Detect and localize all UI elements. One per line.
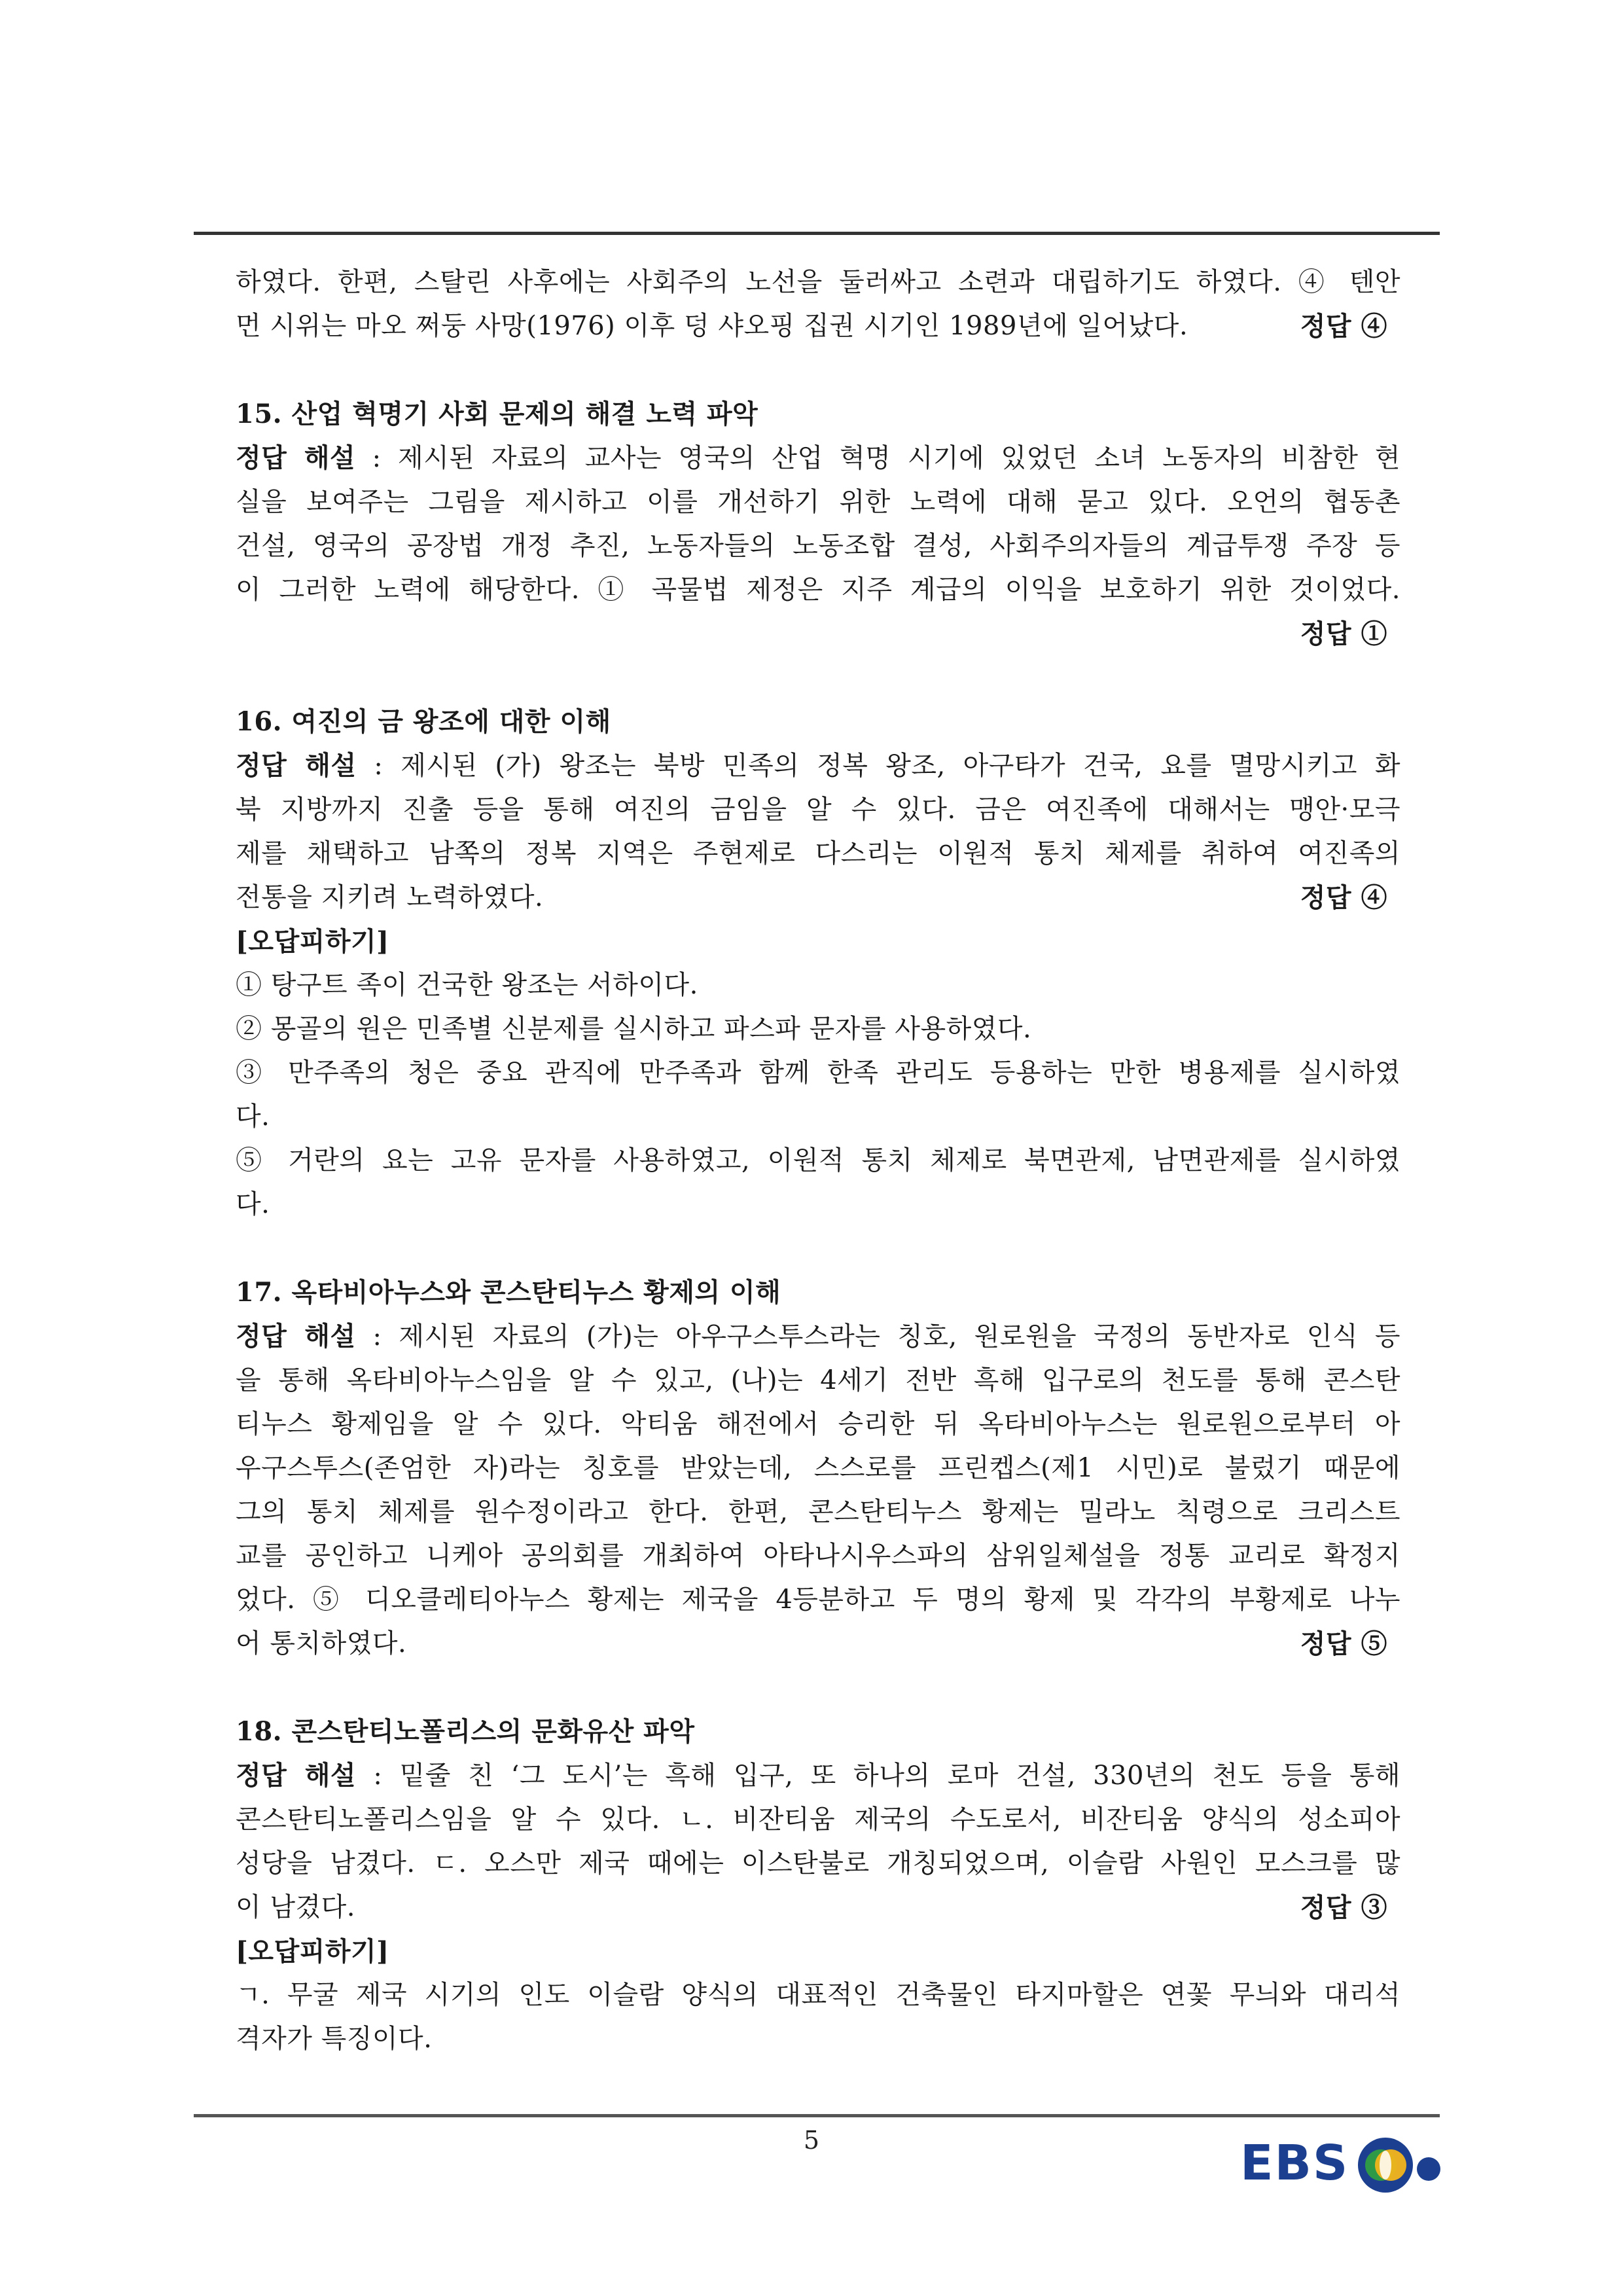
ebs-logo xyxy=(1240,2132,1463,2198)
answer-label: 정답 ① xyxy=(1300,619,1387,649)
text-line: 북 지방까지 진출 등을 통해 여진의 금임을 알 수 있다. 금은 여진족에 대해서는 맹안·모극 xyxy=(236,795,1400,825)
answer-label: 정답 ③ xyxy=(1300,1892,1387,1923)
text-line: 그의 통치 체제를 원수정이라고 한다. 한편, 콘스탄티누스 황제는 밀라노 칙령으로 크리스트 xyxy=(236,1497,1400,1527)
text-line: ③ 만주족의 청은 중요 관직에 만주족과 함께 한족 관리도 등용하는 만한 병용제를 실시하였 xyxy=(236,1058,1400,1088)
text-line: 다. xyxy=(236,1102,270,1132)
text-line: 우구스투스(존엄한 자)라는 칭호를 받았는데, 스스로를 프린켑스(제1 시민)로 불렀기 때문에 xyxy=(236,1453,1400,1483)
text-line: ① 탕구트 족이 건국한 왕조는 서하이다. xyxy=(236,970,698,1000)
text-segment: : 제시된 자료의 (가)는 아우구스투스라는 칭호, 원로원을 국정의 동반자로 인식 등 xyxy=(355,1321,1400,1352)
question-15 xyxy=(236,392,1400,656)
text-line: 티누스 황제임을 알 수 있다. 악티움 해전에서 승리한 뒤 옥타비아누스는 원로원으로부터 아 xyxy=(236,1409,1400,1439)
text-line xyxy=(236,436,1400,480)
text-line: 성당을 남겼다. ㄷ. 오스만 제국 때에는 이스탄불로 개칭되었으며, 이슬람 사원인 모스크를 많 xyxy=(236,1848,1400,1878)
answer-label: 정답 ④ xyxy=(1300,311,1387,342)
text-line-with-answer xyxy=(236,876,1400,920)
document-body xyxy=(236,260,1400,2061)
header-rule xyxy=(194,232,1440,235)
question-18 xyxy=(236,1710,1400,2061)
text-line-with-answer xyxy=(236,304,1400,348)
text-line: 먼 시위는 마오 쩌둥 사망(1976) 이후 덩 샤오핑 집권 시기인 1989년에 일어났다. xyxy=(236,311,1188,341)
answer-explanation-label: 정답 해설 xyxy=(236,442,356,473)
text-line: 제를 채택하고 남쪽의 정복 지역은 주현제로 다스리는 이원적 통치 체제를 취하여 여진족의 xyxy=(236,838,1400,869)
answer-explanation-label: 정답 해설 xyxy=(236,1321,356,1352)
text-line: 이 그러한 노력에 해당한다. ① 곡물법 제정은 지주 계급의 이익을 보호하기 위한 것이었다. xyxy=(236,575,1400,605)
text-line: 격자가 특징이다. xyxy=(236,2024,433,2054)
continuation-block xyxy=(236,260,1400,348)
question-heading: 16. 여진의 금 왕조에 대한 이해 xyxy=(236,706,611,737)
text-segment: : 제시된 자료의 교사는 영국의 산업 혁명 시기에 있었던 소녀 노동자의 비참한 현 xyxy=(355,443,1400,473)
text-line: 어 통치하였다. xyxy=(236,1628,407,1659)
answer-explanation-label: 정답 해설 xyxy=(236,750,357,781)
text-line: ② 몽골의 원은 민족별 신분제를 실시하고 파스파 문자를 사용하였다. xyxy=(236,1014,1032,1044)
text-segment: : 제시된 (가) 왕조는 북방 민족의 정복 왕조, 아구타가 건국, 요를 멸망시키고 화 xyxy=(356,751,1400,781)
text-line: 었다. ⑤ 디오클레티아누스 황제는 제국을 4등분하고 두 명의 황제 및 각각의 부황제로 나누 xyxy=(236,1585,1400,1615)
ebs-logo-mark-icon xyxy=(1351,2132,1463,2198)
text-line: 다. xyxy=(236,1189,270,1219)
question-heading: 15. 산업 혁명기 사회 문제의 해결 노력 파악 xyxy=(236,399,758,429)
text-line xyxy=(236,1753,1400,1798)
text-line-with-answer xyxy=(236,1622,1400,1666)
question-heading: 18. 콘스탄티노폴리스의 문화유산 파악 xyxy=(236,1716,695,1747)
text-line xyxy=(236,1314,1400,1359)
answer-label: 정답 ④ xyxy=(1300,882,1387,913)
text-line: 실을 보여주는 그림을 제시하고 이를 개선하기 위한 노력에 대해 묻고 있다. 오언의 협동촌 xyxy=(236,487,1400,517)
question-heading: 17. 옥타비아누스와 콘스탄티누스 황제의 이해 xyxy=(236,1277,781,1308)
text-line-with-answer xyxy=(236,1886,1400,1929)
answer-label: 정답 ⑤ xyxy=(1300,1628,1387,1659)
text-line: 건설, 영국의 공장법 개정 추진, 노동자들의 노동조합 결성, 사회주의자들의 계급투쟁 주장 등 xyxy=(236,531,1400,561)
text-line: 하였다. 한편, 스탈린 사후에는 사회주의 노선을 둘러싸고 소련과 대립하기도 하였다. ④ 텐안 xyxy=(236,267,1400,297)
text-line: ㄱ. 무굴 제국 시기의 인도 이슬람 양식의 대표적인 건축물인 타지마할은 연꽃 무늬와 대리석 xyxy=(236,1980,1400,2010)
text-segment: : 밑줄 친 ‘그 도시’는 흑해 입구, 또 하나의 로마 건설, 330년의 천도 등을 통해 xyxy=(356,1761,1400,1791)
text-line: ⑤ 거란의 요는 고유 문자를 사용하였고, 이원적 통치 체제로 북면관제, 남면관제를 실시하였 xyxy=(236,1145,1400,1175)
text-line: 콘스탄티노폴리스임을 알 수 있다. ㄴ. 비잔티움 제국의 수도로서, 비잔티움 양식의 성소피아 xyxy=(236,1804,1400,1835)
text-line: 전통을 지키려 노력하였다. xyxy=(236,882,544,912)
text-line: 교를 공인하고 니케아 공의회를 개최하여 아타나시우스파의 삼위일체설을 정통 교리로 확정지 xyxy=(236,1541,1400,1571)
wrong-answer-title: [오답피하기] xyxy=(236,926,389,957)
question-17 xyxy=(236,1270,1400,1666)
text-line: 을 통해 옥타비아누스임을 알 수 있고, (나)는 4세기 전반 흑해 입구로의 천도를 통해 콘스탄 xyxy=(236,1365,1400,1395)
wrong-answer-title: [오답피하기] xyxy=(236,1936,389,1967)
text-line: 이 남겼다. xyxy=(236,1892,355,1922)
footer-rule xyxy=(194,2114,1440,2117)
page-number: 5 xyxy=(803,2126,820,2155)
text-line xyxy=(236,744,1400,788)
ebs-logo-text: EBS xyxy=(1240,2135,1349,2191)
question-16 xyxy=(236,700,1400,1227)
answer-explanation-label: 정답 해설 xyxy=(236,1760,357,1791)
